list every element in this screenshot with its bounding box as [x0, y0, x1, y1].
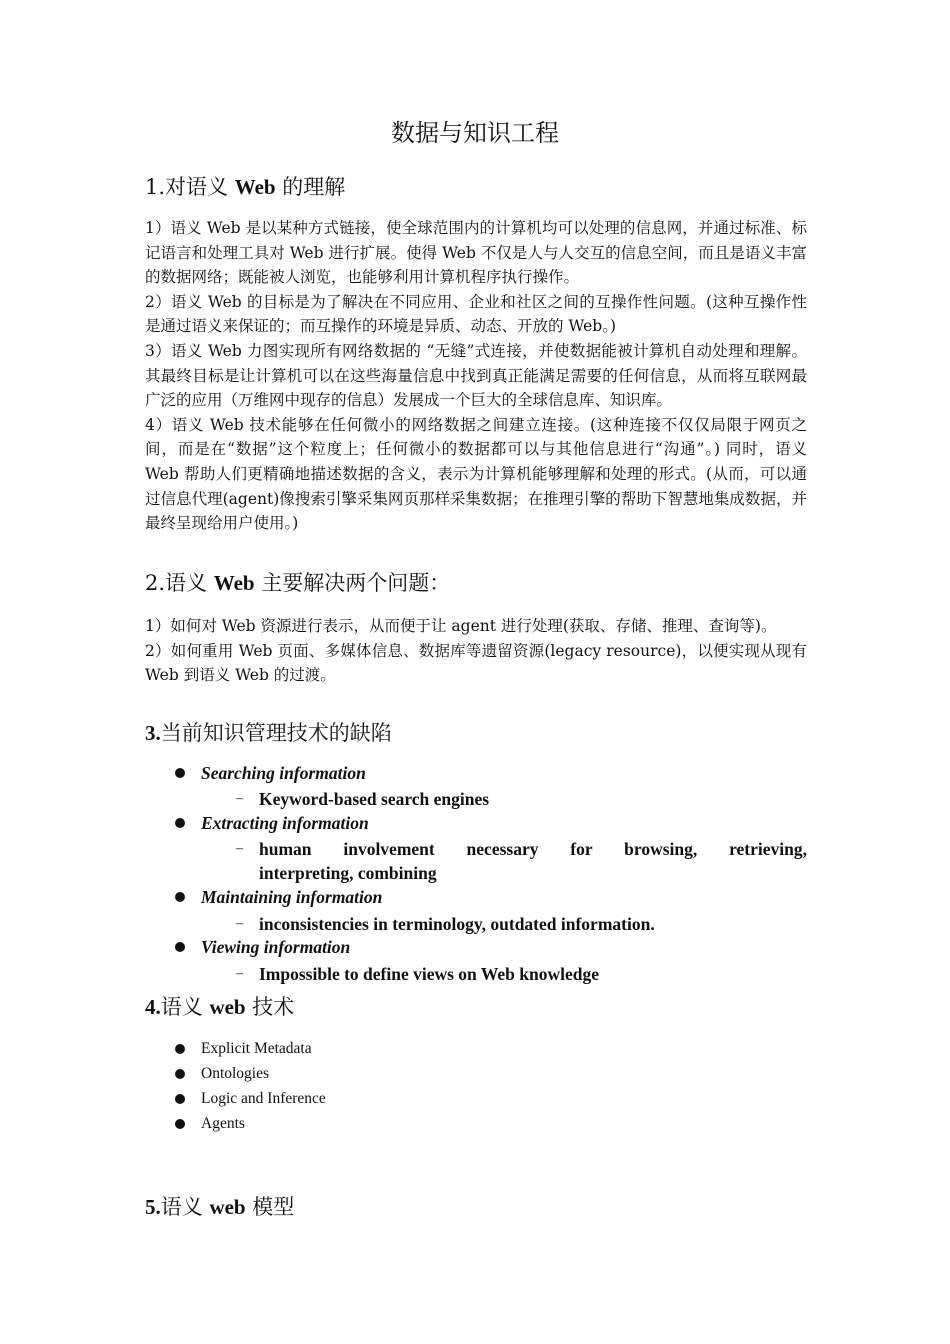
deficiency-subitem-extracting-line-2: interpreting, combining: [259, 863, 437, 883]
bullet-icon: [175, 818, 185, 828]
section-2-heading: [145, 568, 815, 598]
bullet-icon: [175, 768, 185, 778]
bullet-icon: [175, 1094, 185, 1104]
section-2-paragraph-1: 1）如何对 Web 资源进行表示，从而便于让 agent 进行处理(获取、存储、推理、查询等)。: [145, 617, 777, 635]
deficiency-item-maintaining: Maintaining information: [201, 887, 383, 907]
technology-item-explicit-metadata: Explicit Metadata: [201, 1040, 312, 1057]
section-1-number: 1.: [145, 175, 166, 199]
deficiency-subitem-searching: Keyword-based search engines: [259, 789, 490, 809]
section-2-number: 2.: [145, 571, 166, 595]
section-3-heading-text: 当前知识管理技术的缺陷: [160, 721, 392, 745]
section-2-heading-web: Web: [213, 571, 255, 595]
section-5-heading: [145, 1192, 815, 1222]
section-3-number: 3.: [145, 721, 161, 745]
section-4-heading-part-c: 技术: [245, 995, 295, 1019]
dash-icon: –: [236, 966, 243, 981]
deficiency-subitem-maintaining: inconsistencies in terminology, outdated information.: [259, 914, 655, 934]
dash-icon: –: [236, 791, 243, 806]
section-4-heading-web: web: [209, 995, 246, 1019]
technology-item-logic-inference: Logic and Inference: [201, 1090, 326, 1107]
section-2-heading-part-a: 语义: [165, 571, 214, 595]
deficiency-item-viewing: Viewing information: [201, 937, 351, 957]
deficiency-subitem-viewing: Impossible to define views on Web knowledge: [259, 964, 599, 984]
deficiency-subitem-extracting-line-1: human involvement necessary for browsing, retrieving,: [259, 839, 807, 859]
deficiency-item-searching: Searching information: [201, 763, 366, 783]
section-1-paragraph-4: 4）语义 Web 技术能够在任何微小的网络数据之间建立连接。(这种连接不仅仅局限于网页之间，而是在“数据”这个粒度上；任何微小的数据都可以与其他信息进行“沟通”。) 同时，语义 Web 帮助人们更精确地描述数据的含义，表示为计算机能够理解和处理的形式。(从而，可以通过信息代理(agent)像搜索引擎采集网页那样采集数据；在推理引擎的帮助下智慧地集成数据，并最终呈现给用户使用。): [145, 415, 807, 533]
section-5-heading-part-a: 语义: [160, 1195, 210, 1219]
section-1-body: [145, 216, 807, 536]
bullet-icon: [175, 892, 185, 902]
section-5-heading-part-c: 模型: [245, 1195, 295, 1219]
section-2-heading-part-c: 主要解决两个问题：: [254, 571, 451, 595]
technology-item-agents: Agents: [201, 1115, 245, 1132]
dash-icon: –: [236, 916, 243, 931]
section-1-paragraph-2: 2）语义 Web 的目标是为了解决在不同应用、企业和社区之间的互操作性问题。(这种互操作性是通过语义来保证的；而互操作的环境是异质、动态、开放的 Web。): [145, 292, 807, 336]
section-1-paragraph-1: 1）语义 Web 是以某种方式链接，使全球范围内的计算机均可以处理的信息网，并通过标准、标记语言和处理工具对 Web 进行扩展。使得 Web 不仅是人与人交互的信息空间，而且是语义丰富的数据网络；既能被人浏览，也能够利用计算机程序执行操作。: [145, 219, 807, 287]
section-4-heading: [145, 992, 815, 1022]
section-5-heading-web: web: [209, 1195, 246, 1219]
section-2-paragraph-2: 2）如何重用 Web 页面、多媒体信息、数据库等遗留资源(legacy resource)，以便实现从现有 Web 到语义 Web 的过渡。: [145, 641, 807, 685]
section-1-paragraph-3: 3）语义 Web 力图实现所有网络数据的 “无缝”式连接，并使数据能被计算机自动处理和理解。其最终目标是让计算机可以在这些海量信息中找到真正能满足需要的任何信息，从而将互联网最广泛的应用（万维网中现存的信息）发展成一个巨大的全球信息库、知识库。: [145, 341, 807, 410]
dash-icon: –: [236, 841, 243, 856]
section-5-number: 5.: [145, 1195, 161, 1219]
section-1-heading-part-c: 的理解: [275, 175, 346, 199]
section-2-body: [145, 614, 807, 688]
section-1-heading: [145, 172, 815, 202]
deficiency-item-extracting: Extracting information: [201, 813, 369, 833]
page-title: 数据与知识工程: [391, 119, 559, 147]
bullet-icon: [175, 1069, 185, 1079]
section-3-heading: [145, 718, 815, 748]
section-4-number: 4.: [145, 995, 161, 1019]
bullet-icon: [175, 942, 185, 952]
section-1-heading-web: Web: [234, 175, 276, 199]
bullet-icon: [175, 1119, 185, 1129]
technology-item-ontologies: Ontologies: [201, 1065, 270, 1082]
bullet-icon: [175, 1044, 185, 1054]
section-1-heading-part-a: 对语义: [165, 175, 235, 199]
section-4-heading-part-a: 语义: [160, 995, 210, 1019]
